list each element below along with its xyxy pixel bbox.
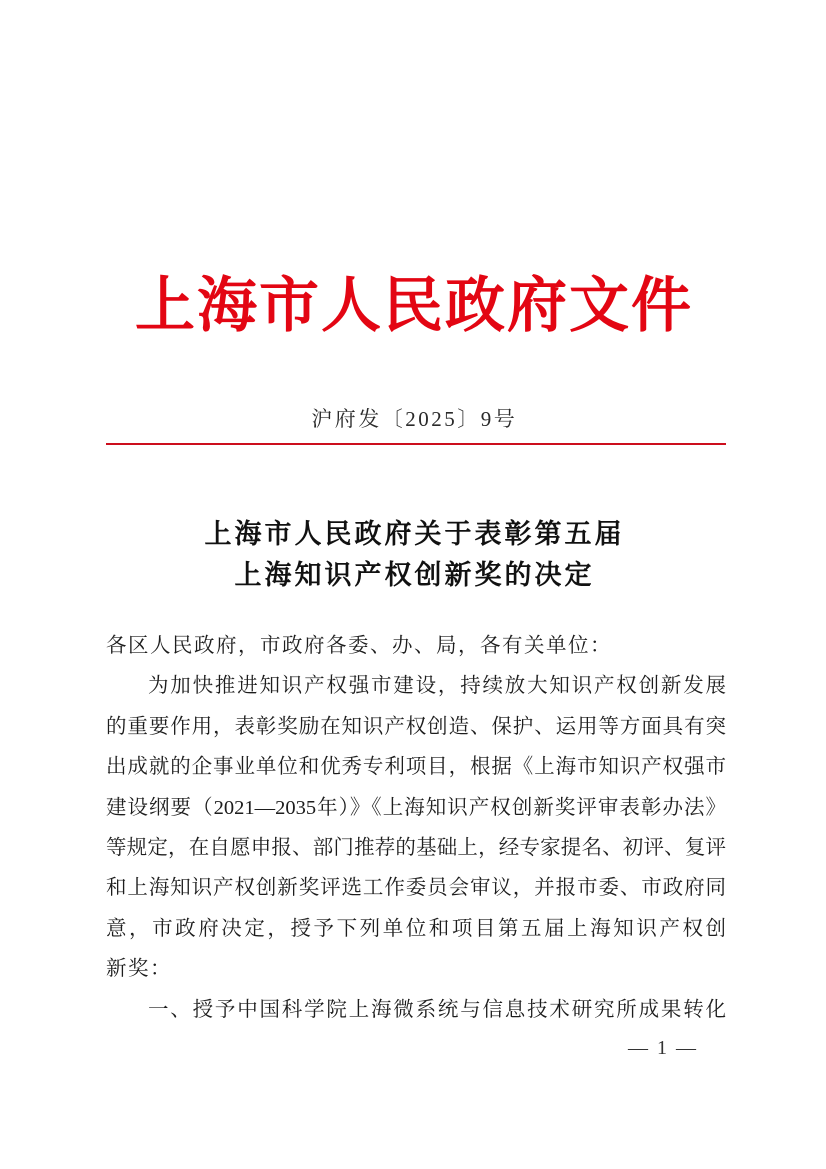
doc-number: 沪府发〔2025〕9号 <box>311 407 518 431</box>
body-line: 意，市政府决定，授予下列单位和项目第五届上海知识产权创 <box>106 917 726 940</box>
body-line: 新奖： <box>106 958 172 981</box>
letterhead-title: 上海市人民政府文件 <box>135 273 693 339</box>
body-line: 一、授予中国科学院上海微系统与信息技术研究所成果转化 <box>148 998 726 1021</box>
document-title <box>0 514 826 596</box>
body-line: 和上海知识产权创新奖评选工作委员会审议，并报市委、市政府同 <box>106 877 726 900</box>
body-line: 建设纲要（2021—2035年）》《上海知识产权创新奖评审表彰办法》 <box>106 796 726 819</box>
document-body <box>106 626 726 1030</box>
red-separator-line <box>106 443 726 445</box>
document-title-line-1: 上海市人民政府关于表彰第五届 <box>204 519 625 549</box>
document-title-line-2: 上海知识产权创新奖的决定 <box>234 560 595 590</box>
body-line: 为加快推进知识产权强市建设，持续放大知识产权创新发展 <box>148 675 726 698</box>
body-line: 的重要作用，表彰奖励在知识产权创造、保护、运用等方面具有突 <box>106 715 726 738</box>
body-line: 出成就的企事业单位和优秀专利项目，根据《上海市知识产权强市 <box>106 756 726 779</box>
body-line: 等规定，在自愿申报、部门推荐的基础上，经专家提名、初评、复评 <box>106 837 726 860</box>
page-number: — 1 — <box>628 1037 698 1059</box>
body-line-salutation: 各区人民政府，市政府各委、办、局，各有关单位： <box>106 635 612 657</box>
